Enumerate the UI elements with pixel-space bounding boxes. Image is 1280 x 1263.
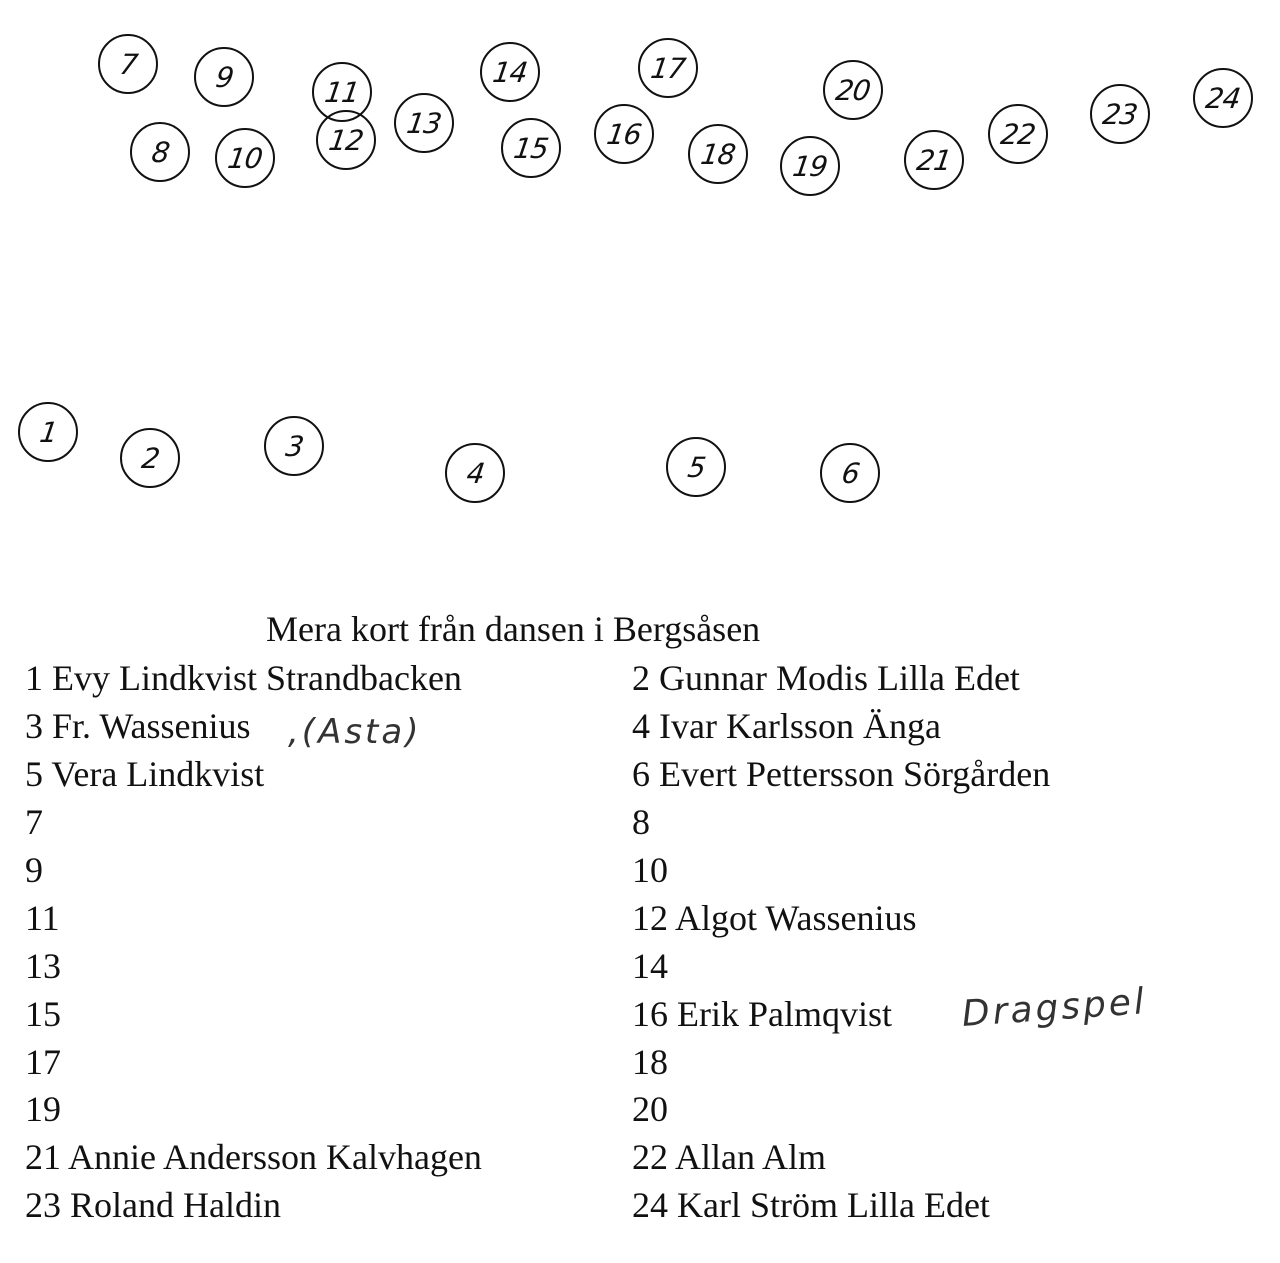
list-item: 9 [25, 850, 43, 890]
marker-8: 8 [130, 122, 190, 182]
list-item: 10 [632, 850, 668, 890]
handwritten-note-asta: ,(Asta) [288, 712, 422, 752]
list-item: 5 Vera Lindkvist [25, 754, 265, 794]
list-item: 17 [25, 1042, 61, 1082]
marker-19: 19 [780, 136, 840, 196]
list-item: 3 Fr. Wassenius [25, 706, 251, 746]
marker-24: 24 [1193, 68, 1253, 128]
list-item: 4 Ivar Karlsson Änga [632, 706, 941, 746]
list-item: 24 Karl Ström Lilla Edet [632, 1185, 990, 1225]
marker-22: 22 [988, 104, 1048, 164]
handwritten-note-dragspel: Dragspel [960, 981, 1149, 1035]
list-item: 18 [632, 1042, 668, 1082]
marker-9: 9 [194, 47, 254, 107]
list-item: 12 Algot Wassenius [632, 898, 917, 938]
list-item: 19 [25, 1089, 61, 1129]
marker-14: 14 [480, 42, 540, 102]
marker-2: 2 [120, 428, 180, 488]
list-item: 7 [25, 802, 43, 842]
list-item: 1 Evy Lindkvist Strandbacken [25, 658, 462, 698]
marker-13: 13 [394, 93, 454, 153]
marker-17: 17 [638, 38, 698, 98]
list-item: 11 [25, 898, 60, 938]
list-item: 2 Gunnar Modis Lilla Edet [632, 658, 1020, 698]
list-item: 22 Allan Alm [632, 1137, 827, 1177]
marker-11: 11 [312, 62, 372, 122]
list-item: 15 [25, 994, 61, 1034]
marker-1: 1 [18, 402, 78, 462]
caption-title: Mera kort från dansen i Bergsåsen [266, 609, 761, 649]
marker-21: 21 [904, 130, 964, 190]
marker-12: 12 [316, 110, 376, 170]
marker-16: 16 [594, 104, 654, 164]
marker-6: 6 [820, 443, 880, 503]
list-item: 6 Evert Pettersson Sörgården [632, 754, 1051, 794]
marker-10: 10 [215, 128, 275, 188]
marker-15: 15 [501, 118, 561, 178]
list-item: 23 Roland Haldin [25, 1185, 281, 1225]
marker-5: 5 [666, 437, 726, 497]
marker-7: 7 [98, 34, 158, 94]
list-item: 16 Erik Palmqvist [632, 994, 892, 1034]
list-item: 14 [632, 946, 668, 986]
marker-18: 18 [688, 124, 748, 184]
marker-20: 20 [823, 60, 883, 120]
marker-4: 4 [445, 443, 505, 503]
list-item: 8 [632, 802, 650, 842]
marker-23: 23 [1090, 84, 1150, 144]
list-item: 20 [632, 1089, 668, 1129]
list-item: 13 [25, 946, 61, 986]
list-item: 21 Annie Andersson Kalvhagen [25, 1137, 482, 1177]
marker-3: 3 [264, 416, 324, 476]
